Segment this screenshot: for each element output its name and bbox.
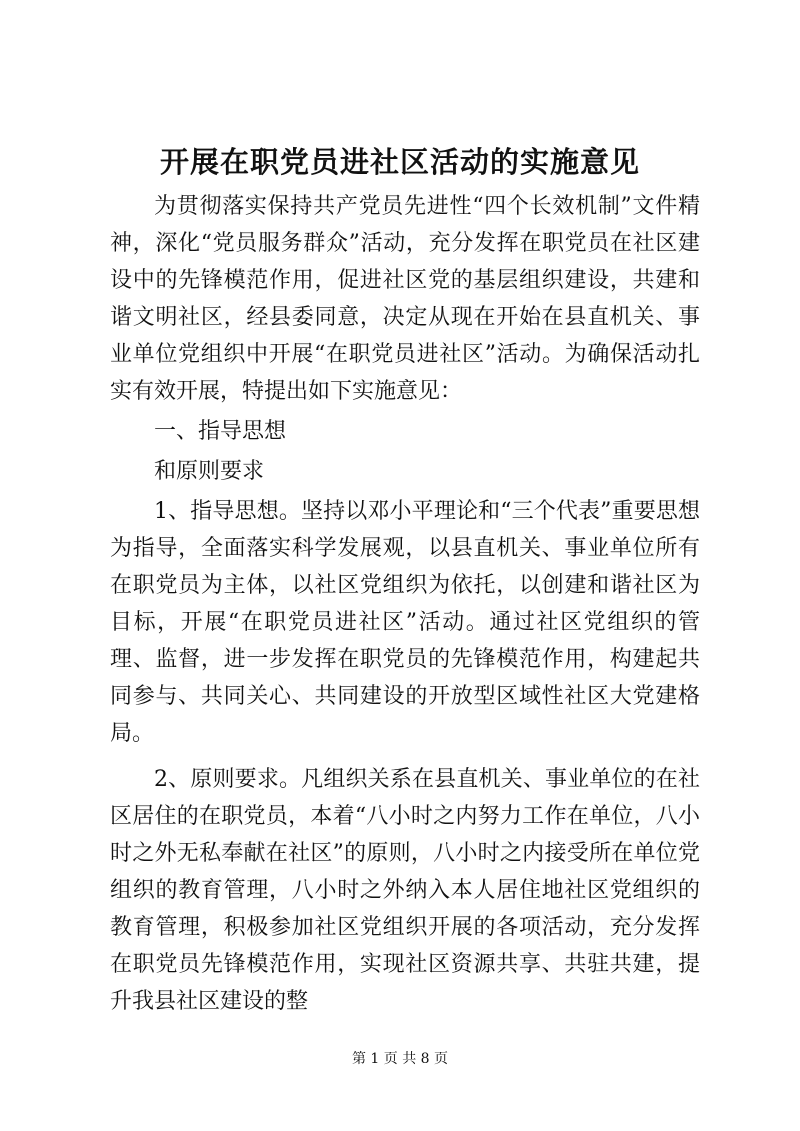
document-title: 开展在职党员进社区活动的实施意见 bbox=[159, 145, 640, 179]
document-body bbox=[110, 188, 700, 1020]
guiding-ideology-paragraph: 1、指导思想。坚持以邓小平理论和“三个代表”重要思想为指导，全面落实科学发展观，以县直机关、事业单位所有在职党员为主体，以社区党组织为依托，以创建和谐社区为目标，开展“在职党员进社区”活动。通过社区党组织的管理、监督，进一步发挥在职党员的先锋模范作用，构建起共同参与、共同关心、共同建设的开放型区域性社区大党建格局。 bbox=[110, 499, 700, 746]
principle-requirements-paragraph: 2、原则要求。凡组织关系在县直机关、事业单位的在社区居住的在职党员，本着“八小时之内努力工作在单位，八小时之外无私奉献在社区”的原则，八小时之内接受所在单位党组织的教育管理，八小时之外纳入本人居住地社区党组织的教育管理，积极参加社区党组织开展的各项活动，充分发挥在职党员先锋模范作用，实现社区资源共享、共驻共建，提升我县社区建设的整 bbox=[110, 767, 700, 1014]
intro-paragraph: 为贯彻落实保持共产党员先进性“四个长效机制”文件精神，深化“党员服务群众”活动，充分发挥在职党员在社区建设中的先锋模范作用，促进社区党的基层组织建设，共建和谐文明社区，经县委同意，决定从现在开始在县直机关、事业单位党组织中开展“在职党员进社区”活动。为确保活动扎实有效开展，特提出如下实施意见： bbox=[110, 194, 700, 404]
section-heading-continued: 和原则要求 bbox=[154, 459, 265, 484]
section-heading: 一、指导思想 bbox=[154, 419, 287, 444]
page-footer: 第 1 页 共 8 页 bbox=[351, 1051, 449, 1067]
